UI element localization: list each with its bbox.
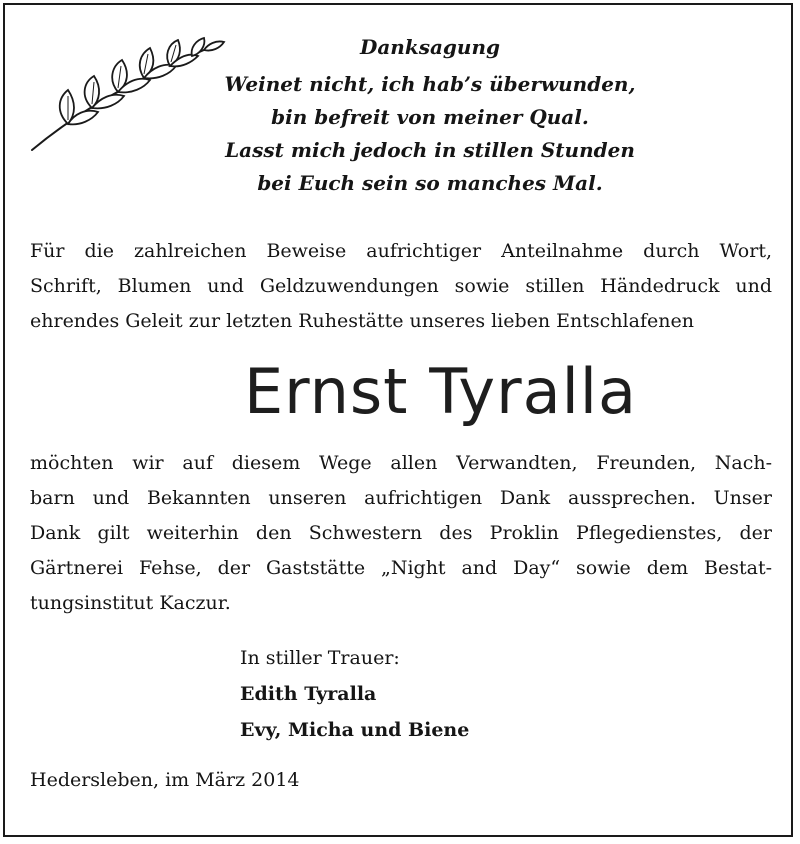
intro-paragraph	[30, 234, 772, 339]
poem-line: Lasst mich jedoch in stillen Stunden	[225, 138, 635, 162]
poem-line: bin befreit von meiner Qual.	[271, 105, 589, 129]
poem-line: Weinet nicht, ich hab’s überwunden,	[224, 72, 636, 96]
poem-heading: Danksagung	[360, 35, 500, 59]
intro-line: Für die zahlreichen Beweise aufrichtiger Anteilnahme durch Wort,	[30, 240, 772, 262]
thanks-paragraph	[30, 446, 772, 621]
thanks-line: tungsinstitut Kaczur.	[30, 592, 231, 614]
deceased-name: Ernst Tyralla	[244, 355, 638, 428]
intro-line: ehrendes Geleit zur letzten Ruhestätte unseres lieben Entschlafenen	[30, 310, 694, 332]
signoff-block	[240, 640, 469, 748]
thanks-line: barn und Bekannten unseren aufrichtigen Dank aussprechen. Unser	[30, 487, 772, 509]
thanks-line: Gärtnerei Fehse, der Gaststätte „Night and Day“ sowie dem Bestat-	[30, 557, 772, 579]
thanks-line: Dank gilt weiterhin den Schwestern des Proklin Pflegedienstes, der	[30, 522, 772, 544]
poem-line: bei Euch sein so manches Mal.	[257, 171, 603, 195]
mourning-intro: In stiller Trauer:	[240, 647, 400, 669]
thanks-line: möchten wir auf diesem Wege allen Verwandten, Freunden, Nach-	[30, 452, 772, 474]
mourner-name: Edith Tyralla	[240, 683, 377, 705]
place-date: Hedersleben, im März 2014	[30, 769, 300, 791]
poem-block	[180, 34, 680, 200]
mourner-name: Evy, Micha und Biene	[240, 719, 470, 741]
intro-line: Schrift, Blumen und Geldzuwendungen sowie stillen Händedruck und	[30, 275, 772, 297]
